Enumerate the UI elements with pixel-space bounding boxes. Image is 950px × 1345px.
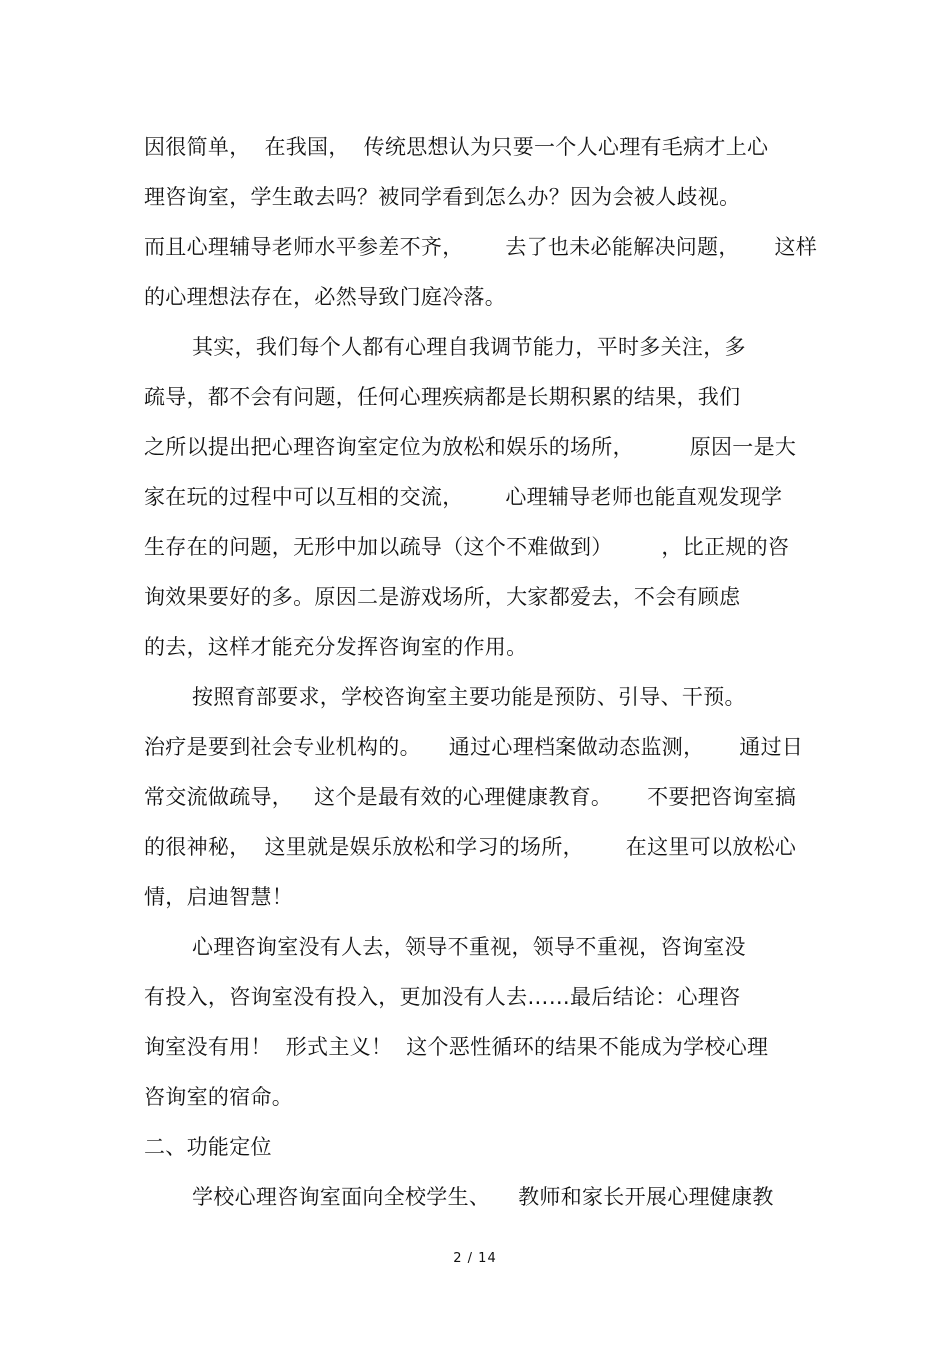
text-line: 情，启迪智慧！	[144, 885, 294, 909]
text-line: 家在玩的过程中可以互相的交流， 心理辅导老师也能直观发现学	[144, 485, 783, 509]
paragraph-start-line: 学校心理咨询室面向全校学生、 教师和家长开展心理健康教	[192, 1185, 774, 1209]
page-number: 2 / 14	[453, 1251, 497, 1266]
paragraph-start-line: 按照育部要求，学校咨询室主要功能是预防、引导、干预。	[192, 685, 746, 709]
text-line: 询效果要好的多。原因二是游戏场所，大家都爱去，不会有顾虑	[144, 585, 741, 609]
section-heading: 二、功能定位	[144, 1135, 272, 1159]
text-line: 的心理想法存在，必然导致门庭冷落。	[144, 285, 507, 309]
text-line: 咨询室的宿命。	[144, 1085, 294, 1109]
paragraph-start-line: 其实，我们每个人都有心理自我调节能力，平时多关注，多	[192, 335, 746, 359]
text-line: 的去，这样才能充分发挥咨询室的作用。	[144, 635, 528, 659]
paragraph-start-line: 心理咨询室没有人去，领导不重视，领导不重视，咨询室没	[192, 935, 746, 959]
text-line: 询室没有用！ 形式主义！ 这个恶性循环的结果不能成为学校心理	[144, 1035, 769, 1059]
text-line: 而且心理辅导老师水平参差不齐， 去了也未必能解决问题， 这样	[144, 235, 818, 259]
text-line: 有投入，咨询室没有投入，更加没有人去……最后结论：心理咨	[144, 985, 741, 1009]
text-line: 常交流做疏导， 这个是最有效的心理健康教育。 不要把咨询室搞	[144, 785, 797, 809]
text-line: 生存在的问题，无形中加以疏导（这个不难做到） ，比正规的咨	[144, 535, 790, 559]
text-line: 疏导，都不会有问题，任何心理疾病都是长期积累的结果，我们	[144, 385, 741, 409]
text-line: 的很神秘， 这里就是娱乐放松和学习的场所， 在这里可以放松心	[144, 835, 797, 859]
text-line: 因很简单， 在我国， 传统思想认为只要一个人心理有毛病才上心	[144, 135, 769, 159]
text-line: 治疗是要到社会专业机构的。 通过心理档案做动态监测， 通过日	[144, 735, 804, 759]
text-line: 之所以提出把心理咨询室定位为放松和娱乐的场所， 原因一是大	[144, 435, 797, 459]
text-line: 理咨询室，学生敢去吗？被同学看到怎么办？因为会被人歧视。	[144, 185, 741, 209]
